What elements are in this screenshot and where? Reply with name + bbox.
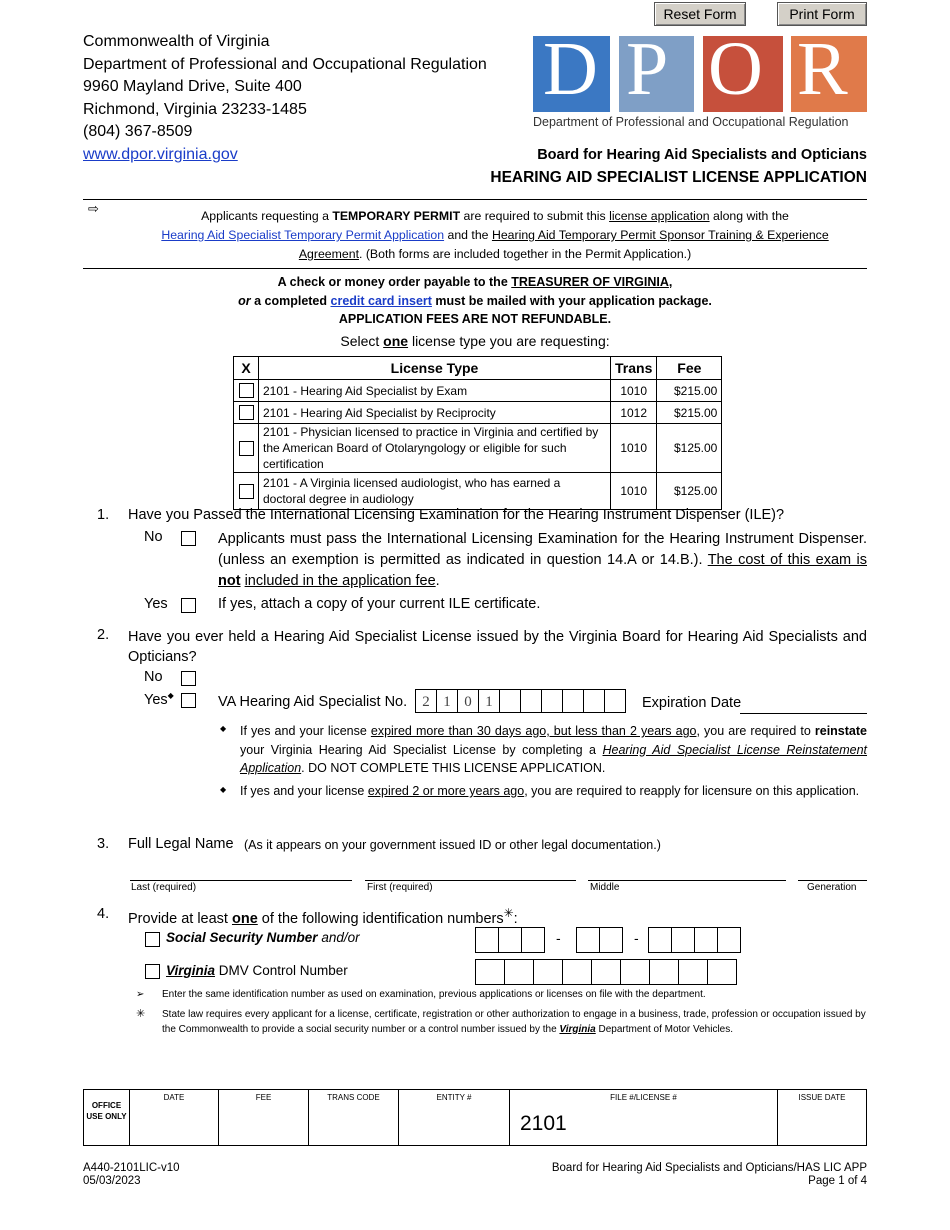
license-type-cell: 2101 - Hearing Aid Specialist by Reciprocity	[259, 402, 611, 424]
table-row	[234, 424, 722, 473]
temporary-permit-notice: Applicants requesting a TEMPORARY PERMIT are required to submit this license application along with the Hearing Aid Specialist Temporary Permit Application and the Hearing Aid Temporary Permit Sponsor Training & Experience Agreement. (Both forms are included together in the Permit Application.)	[161, 209, 829, 261]
reset-form-button[interactable]: Reset Form	[654, 2, 746, 26]
office-file-col: FILE #/LICENSE #	[509, 1090, 777, 1145]
ssn-checkbox[interactable]	[145, 932, 160, 947]
license-number-boxes[interactable]	[416, 689, 626, 713]
generation-field[interactable]	[798, 880, 867, 881]
col-header-trans: Trans	[611, 357, 657, 380]
dmv-number-boxes[interactable]	[476, 959, 737, 985]
phone-number: (804) 367-8509	[83, 123, 193, 140]
reinstate-note: If yes and your license expired more than 30 days ago, but less than 2 years ago, you are required to reinstate your Virginia Hearing Aid Specialist License by completing a Hearing Aid Specialist License Reinstatement Application. DO NOT COMPLETE THIS LICENSE APPLICATION.	[240, 724, 868, 775]
ssn-part3-boxes[interactable]	[649, 927, 741, 953]
board-title: Board for Hearing Aid Specialists and Opticians	[537, 147, 867, 163]
temporary-permit-link[interactable]: Hearing Aid Specialist Temporary Permit Application	[161, 228, 445, 242]
full-legal-name-note: (As it appears on your government issued ID or other legal documentation.)	[244, 838, 661, 852]
id-note: Enter the same identification number as used on examination, previous applications or licenses on file with the department.	[162, 989, 706, 1000]
select-instruction: Select one license type you are requesting:	[340, 333, 610, 349]
address-line: 9960 Mayland Drive, Suite 400	[83, 78, 302, 95]
table-row	[234, 402, 722, 424]
digit-box[interactable]	[541, 689, 563, 713]
address-line: Commonwealth of Virginia	[83, 33, 270, 50]
license-checkbox[interactable]	[239, 383, 254, 398]
q2-yes-label: Yes◆	[144, 691, 174, 708]
q1-no-checkbox[interactable]	[181, 531, 196, 546]
full-legal-name-label: Full Legal Name	[128, 836, 234, 852]
expiration-date-label: Expiration Date	[642, 695, 742, 711]
generation-label: Generation	[807, 882, 857, 893]
digit-box[interactable]: 1	[436, 689, 458, 713]
question-number: 4.	[97, 906, 110, 922]
asterisk-icon: ✳	[136, 1008, 146, 1020]
ssn-dash: -	[634, 930, 639, 946]
address-line: Richmond, Virginia 23233-1485	[83, 100, 307, 118]
state-law-note: State law requires every applicant for a license, certificate, registration or other authorization to engage in a business, trade, profession or occupation issued by the Commonwealth to provide a social security number or a control number issued by the Virginia Department of Motor Vehicles.	[162, 1009, 866, 1035]
office-date-col: DATE	[129, 1090, 218, 1145]
trans-cell: 1010	[611, 380, 657, 402]
dmv-label: Virginia DMV Control Number	[166, 963, 348, 978]
q2-no-checkbox[interactable]	[181, 671, 196, 686]
diamond-icon: ◆	[220, 785, 227, 794]
question-4-text: Provide at least one of the following identification numbers✳:	[128, 906, 518, 927]
table-row	[234, 380, 722, 402]
svg-text:O: O	[708, 36, 763, 111]
agency-address	[83, 31, 487, 166]
divider	[83, 199, 867, 200]
digit-box[interactable]	[562, 689, 584, 713]
question-1-text: Have you Passed the International Licensing Examination for the Hearing Instrument Dispenser (ILE)?	[128, 507, 785, 523]
q1-yes-checkbox[interactable]	[181, 598, 196, 613]
trans-cell: 1010	[611, 424, 657, 473]
ssn-part2-boxes[interactable]	[577, 927, 623, 953]
payment-notice: A check or money order payable to the TREASURER OF VIRGINIA, or a completed credit card insert must be mailed with your application package. APPLICATION FEES ARE NOT REFUNDABLE.	[238, 275, 712, 326]
logo-caption: Department of Professional and Occupational Regulation	[533, 115, 849, 129]
license-checkbox[interactable]	[239, 484, 254, 499]
question-number: 1.	[97, 507, 110, 523]
form-code: A440-2101LIC-v10 05/03/2023	[83, 1162, 180, 1187]
office-trans-col: TRANS CODE	[308, 1090, 398, 1145]
q2-yes-checkbox[interactable]	[181, 693, 196, 708]
trans-cell: 1012	[611, 402, 657, 424]
divider	[83, 268, 867, 269]
last-name-field[interactable]	[130, 880, 352, 881]
fee-cell: $215.00	[657, 380, 722, 402]
digit-box[interactable]: 0	[457, 689, 479, 713]
expiration-date-field[interactable]	[740, 713, 867, 714]
office-use-box	[83, 1089, 867, 1146]
question-2-text: Have you ever held a Hearing Aid Specialist License issued by the Virginia Board for Hearing Aid Specialists and Opticians?	[128, 629, 867, 665]
q1-yes-label: Yes	[144, 596, 168, 612]
website-link[interactable]: www.dpor.virginia.gov	[83, 145, 238, 163]
arrow-icon: ⇨	[88, 201, 99, 216]
file-license-value: 2101	[520, 1112, 567, 1135]
office-entity-col: ENTITY #	[398, 1090, 509, 1145]
q1-yes-explanation: If yes, attach a copy of your current ILE certificate.	[218, 596, 541, 612]
address-line: Department of Professional and Occupational Regulation	[83, 55, 487, 73]
license-checkbox[interactable]	[239, 405, 254, 420]
digit-box[interactable]	[604, 689, 626, 713]
col-header-fee: Fee	[657, 357, 722, 380]
q1-no-label: No	[144, 529, 163, 545]
trans-cell: 1010	[611, 473, 657, 510]
digit-box[interactable]: 1	[478, 689, 500, 713]
middle-name-label: Middle	[590, 882, 620, 893]
question-number: 3.	[97, 836, 110, 852]
lic-number-label: VA Hearing Aid Specialist No.	[218, 694, 408, 710]
office-use-label: OFFICE USE ONLY	[86, 1101, 127, 1121]
office-fee-col: FEE	[218, 1090, 308, 1145]
svg-text:R: R	[797, 36, 848, 111]
license-type-table	[233, 356, 722, 510]
middle-name-field[interactable]	[588, 880, 786, 881]
col-header-x: X	[234, 357, 259, 380]
digit-box[interactable]	[499, 689, 521, 713]
form-title: HEARING AID SPECIALIST LICENSE APPLICATION	[490, 169, 867, 186]
dmv-checkbox[interactable]	[145, 964, 160, 979]
q2-no-label: No	[144, 669, 163, 685]
license-type-cell: 2101 - Hearing Aid Specialist by Exam	[259, 380, 611, 402]
print-form-button[interactable]: Print Form	[777, 2, 867, 26]
dpor-logo	[533, 36, 867, 132]
question-number: 2.	[97, 627, 110, 643]
digit-box[interactable]	[520, 689, 542, 713]
credit-card-insert-link[interactable]: credit card insert	[330, 293, 432, 308]
digit-box[interactable]: 2	[415, 689, 437, 713]
footer-right: Board for Hearing Aid Specialists and Opticians/HAS LIC APP Page 1 of 4	[551, 1162, 867, 1187]
fee-cell: $215.00	[657, 402, 722, 424]
office-issue-col: ISSUE DATE	[777, 1090, 866, 1145]
last-name-label: Last (required)	[131, 882, 197, 893]
ssn-label: Social Security Number and/or	[166, 930, 360, 945]
q1-no-explanation: Applicants must pass the International Licensing Examination for the Hearing Instrument Dispenser. (unless an exemption is permitted as indicated in question 14.A or 14.B.). The cost of this exam is not included in the application fee.	[218, 531, 867, 589]
fee-cell: $125.00	[657, 473, 722, 510]
license-checkbox[interactable]	[239, 441, 254, 456]
reapply-note: If yes and your license expired 2 or more years ago, you are required to reapply for licensure on this application.	[240, 784, 860, 798]
svg-text:P: P	[626, 36, 669, 111]
first-name-label: First (required)	[367, 882, 433, 893]
table-row	[234, 473, 722, 510]
license-type-cell: 2101 - Physician licensed to practice in Virginia and certified by the American Board of Otolaryngology or eligible for such certification	[259, 424, 611, 473]
ssn-dash: -	[556, 930, 561, 946]
asterisk-icon: ✳	[503, 906, 514, 920]
first-name-field[interactable]	[365, 880, 576, 881]
diamond-icon: ◆	[167, 691, 174, 700]
ssn-part1-boxes[interactable]	[476, 927, 545, 953]
digit-box[interactable]	[583, 689, 605, 713]
diamond-icon: ◆	[220, 724, 227, 733]
col-header-license-type: License Type	[259, 357, 611, 380]
license-type-cell: 2101 - A Virginia licensed audiologist, who has earned a doctoral degree in audiology	[259, 473, 611, 510]
arrow-bullet-icon: ➢	[136, 989, 145, 1000]
fee-cell: $125.00	[657, 424, 722, 473]
svg-text:D: D	[543, 36, 598, 111]
